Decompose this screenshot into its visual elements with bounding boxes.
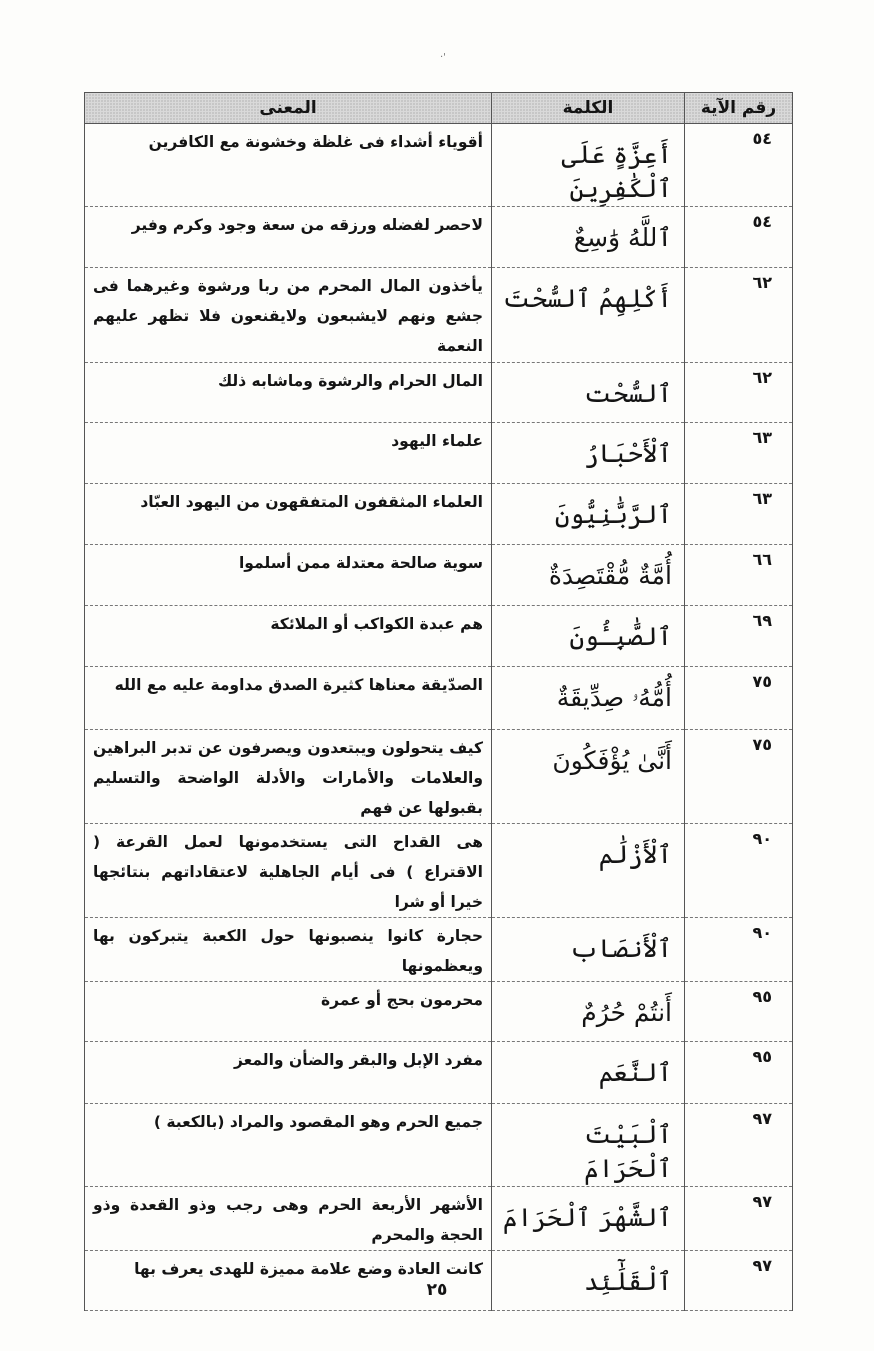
word-cell: أُمَّةٌ مُّقْتَصِدَةٌ (492, 545, 685, 606)
verse-number-cell: ٩٧ (685, 1251, 793, 1311)
table-row (85, 1042, 793, 1104)
word-cell: أَنتُمْ حُرُمٌ (492, 982, 685, 1042)
table-row (85, 667, 793, 730)
verse-number-cell: ٦٣ (685, 484, 793, 545)
word-cell: ٱلسُّحْت (492, 363, 685, 423)
meaning-cell: علماء اليهود (85, 423, 492, 484)
meaning-cell: هى القداح التى يستخدمونها لعمل القرعة ( الاقتراع ) فى أيام الجاهلية لاعتقاداتهم بنتائجها خيرا أو شرا (85, 824, 492, 918)
verse-number-cell: ٩٠ (685, 918, 793, 982)
word-cell: أَعِزَّةٍ عَلَى ٱلْكَٰفِرِينَ (492, 124, 685, 207)
meaning-cell: الأشهر الأربعة الحرم وهى رجب وذو القعدة وذو الحجة والمحرم (85, 1187, 492, 1251)
header-meaning: المعنى (85, 93, 492, 124)
table-row (85, 824, 793, 918)
word-cell: ٱلرَّبَّٰنِيُّونَ (492, 484, 685, 545)
table-row (85, 207, 793, 268)
verse-number-cell: ٥٤ (685, 207, 793, 268)
table-row (85, 918, 793, 982)
verse-number-cell: ٩٧ (685, 1104, 793, 1187)
meaning-cell: جميع الحرم وهو المقصود والمراد (بالكعبة ) (85, 1104, 492, 1187)
meaning-cell: كانت العادة وضع علامة مميزة للهدى يعرف بها (85, 1251, 492, 1311)
table-row (85, 363, 793, 423)
table-row (85, 268, 793, 363)
meaning-cell: يأخذون المال المحرم من ربا ورشوة وغيرهما فى جشع ونهم لايشبعون ولايقنعون فلا تظهر عليهم النعمة (85, 268, 492, 363)
word-cell: ٱلْأَنصَاب (492, 918, 685, 982)
word-cell: ٱلْقَلَٰٓئِد (492, 1251, 685, 1311)
word-cell: ٱلنَّعَم (492, 1042, 685, 1104)
verse-number-cell: ٩٥ (685, 1042, 793, 1104)
table-row (85, 606, 793, 667)
meaning-cell: الصدّيقة معناها كثيرة الصدق مداومة عليه مع الله (85, 667, 492, 730)
verse-number-cell: ٦٩ (685, 606, 793, 667)
word-cell: ٱللَّهُ وَٰسِعٌ (492, 207, 685, 268)
table-row (85, 545, 793, 606)
table-row (85, 1104, 793, 1187)
word-cell: أُمُّهُۥ صِدِّيقَةٌ (492, 667, 685, 730)
meaning-cell: سوية صالحة معتدلة ممن أسلموا (85, 545, 492, 606)
table-row (85, 982, 793, 1042)
table-row (85, 484, 793, 545)
verse-number-cell: ٦٢ (685, 268, 793, 363)
verse-number-cell: ٦٣ (685, 423, 793, 484)
table-row (85, 423, 793, 484)
word-cell: أَكْلِهِمُ ٱلسُّحْتَ (492, 268, 685, 363)
vocabulary-table (84, 92, 793, 1311)
meaning-cell: مفرد الإبل والبقر والضأن والمعز (85, 1042, 492, 1104)
verse-number-cell: ٩٧ (685, 1187, 793, 1251)
verse-number-cell: ٥٤ (685, 124, 793, 207)
verse-number-cell: ٦٢ (685, 363, 793, 423)
page-number: ٢٥ (426, 1280, 448, 1300)
header-word: الكلمة (492, 93, 685, 124)
meaning-cell: العلماء المثقفون المتفقهون من اليهود العبّاد (85, 484, 492, 545)
table-row (85, 1187, 793, 1251)
verse-number-cell: ٧٥ (685, 667, 793, 730)
table-row (85, 730, 793, 824)
word-cell: ٱلْبَيْتَ ٱلْحَرَامَ (492, 1104, 685, 1187)
verse-number-cell: ٦٦ (685, 545, 793, 606)
scan-speck: ·' (440, 52, 446, 63)
table-row (85, 124, 793, 207)
verse-number-cell: ٩٠ (685, 824, 793, 918)
table-header-row (85, 93, 793, 124)
word-cell: ٱلْأَزْلَٰم (492, 824, 685, 918)
meaning-cell: المال الحرام والرشوة وماشابه ذلك (85, 363, 492, 423)
word-cell: ٱلصَّٰبِـُٔونَ (492, 606, 685, 667)
meaning-cell: حجارة كانوا ينصبونها حول الكعبة يتبركون بها ويعظمونها (85, 918, 492, 982)
meaning-cell: أقوياء أشداء فى غلظة وخشونة مع الكافرين (85, 124, 492, 207)
meaning-cell: لاحصر لفضله ورزقه من سعة وجود وكرم وفير (85, 207, 492, 268)
meaning-cell: محرمون بحج أو عمرة (85, 982, 492, 1042)
header-verse-number: رقم الآية (685, 93, 793, 124)
word-cell: ٱلشَّهْرَ ٱلْحَرَامَ (492, 1187, 685, 1251)
verse-number-cell: ٩٥ (685, 982, 793, 1042)
word-cell: ٱلْأَحْبَارُ (492, 423, 685, 484)
word-cell: أَنَّىٰ يُؤْفَكُونَ (492, 730, 685, 824)
meaning-cell: هم عبدة الكواكب أو الملائكة (85, 606, 492, 667)
meaning-cell: كيف يتحولون ويبتعدون ويصرفون عن تدبر البراهين والعلامات والأمارات والأدلة الواضحة والتسليم بقبولها عن فهم (85, 730, 492, 824)
verse-number-cell: ٧٥ (685, 730, 793, 824)
